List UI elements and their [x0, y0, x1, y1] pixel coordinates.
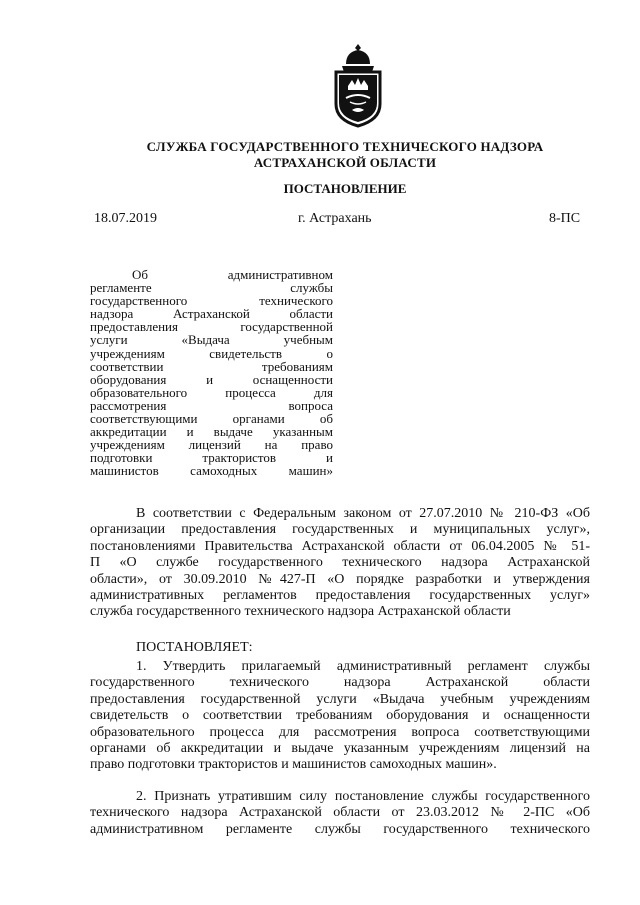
document-number: 8-ПС [549, 211, 581, 226]
subject-line: машинистов самоходных машин» [90, 463, 333, 479]
subject-line: образовательного процесса для [90, 384, 333, 400]
agency-name-line-2: АСТРАХАНСКОЙ ОБЛАСТИ [253, 155, 437, 170]
decree-word-text: ПОСТАНОВЛЯЕТ: [136, 640, 253, 655]
subject-line: услуги «Выдача учебным [90, 332, 333, 348]
subject-line: учреждениям свидетельств о [90, 345, 333, 361]
agency-name-line-1: СЛУЖБА ГОСУДАРСТВЕННОГО ТЕХНИЧЕСКОГО НАДЗОРА [146, 139, 544, 154]
paragraph-line: организации предоставления государственных и муниципальных услуг», [90, 522, 590, 538]
paragraph-line: образовательного процесса для рассмотрения вопроса соответствующими [90, 724, 590, 740]
subject-line: учреждениям лицензий на право [90, 437, 333, 453]
paragraph-line: В соответствии с Федеральным законом от 27.07.2010 № 210-ФЗ «Об [136, 506, 590, 521]
document-date: 18.07.2019 [94, 211, 157, 226]
paragraph-line: право подготовки трактористов и машинистов самоходных машин». [90, 757, 497, 773]
document-city: г. Астрахань [298, 211, 372, 226]
document-subject [90, 268, 333, 478]
subject-line: оборудования и оснащенности [90, 371, 333, 387]
paragraph-line: технического надзора Астраханской области от 23.03.2012 № 2-ПС «Об [90, 805, 590, 821]
subject-line: государственного технического [90, 293, 333, 309]
document-type: ПОСТАНОВЛЕНИЕ [283, 181, 407, 196]
coat-of-arms-icon [328, 42, 388, 128]
decree-word [90, 640, 590, 656]
paragraph-line: П «О службе государственного технического надзора Астраханской [90, 555, 590, 571]
paragraph-line: государственного технического надзора Астраханской области [90, 675, 590, 691]
paragraph-line: предоставления государственной услуги «Выдача учебным учреждениям [90, 691, 590, 707]
paragraph-line: административном регламенте службы государственного технического [90, 821, 590, 837]
subject-line: подготовки трактористов и [90, 450, 333, 466]
preamble-paragraph [90, 506, 590, 621]
subject-line: рассмотрения вопроса [90, 397, 333, 413]
paragraph-line: свидетельств о соответствии требованиям оборудования и оснащенности [90, 708, 590, 724]
subject-line: Об административном [132, 267, 333, 282]
subject-line: соответствии требованиям [90, 358, 333, 374]
paragraph-line: области», от 30.09.2010 №427-П «О порядке разработки и утверждения [90, 571, 590, 587]
paragraph-line: органами об аккредитации и выдаче указанным учреждениям лицензий на [90, 740, 590, 756]
subject-line: аккредитации и выдаче указанным [90, 424, 333, 440]
item-2-paragraph [90, 789, 590, 838]
paragraph-line: 2. Признать утратившим силу постановление службы государственного [136, 789, 590, 804]
paragraph-line: постановлениями Правительства Астраханской области от 06.04.2005 № 51- [90, 538, 590, 554]
item-1-paragraph [90, 659, 590, 774]
paragraph-line: служба государственного технического надзора Астраханской области [90, 604, 511, 620]
subject-line: надзора Астраханской области [90, 306, 333, 322]
paragraph-line: административных регламентов предоставления государственных услуг» [90, 587, 590, 603]
subject-line: предоставления государственной [90, 319, 333, 335]
subject-line: соответствующими органами об [90, 411, 333, 427]
paragraph-line: 1. Утвердить прилагаемый административный регламент службы [136, 659, 590, 674]
subject-line: регламенте службы [90, 280, 333, 296]
